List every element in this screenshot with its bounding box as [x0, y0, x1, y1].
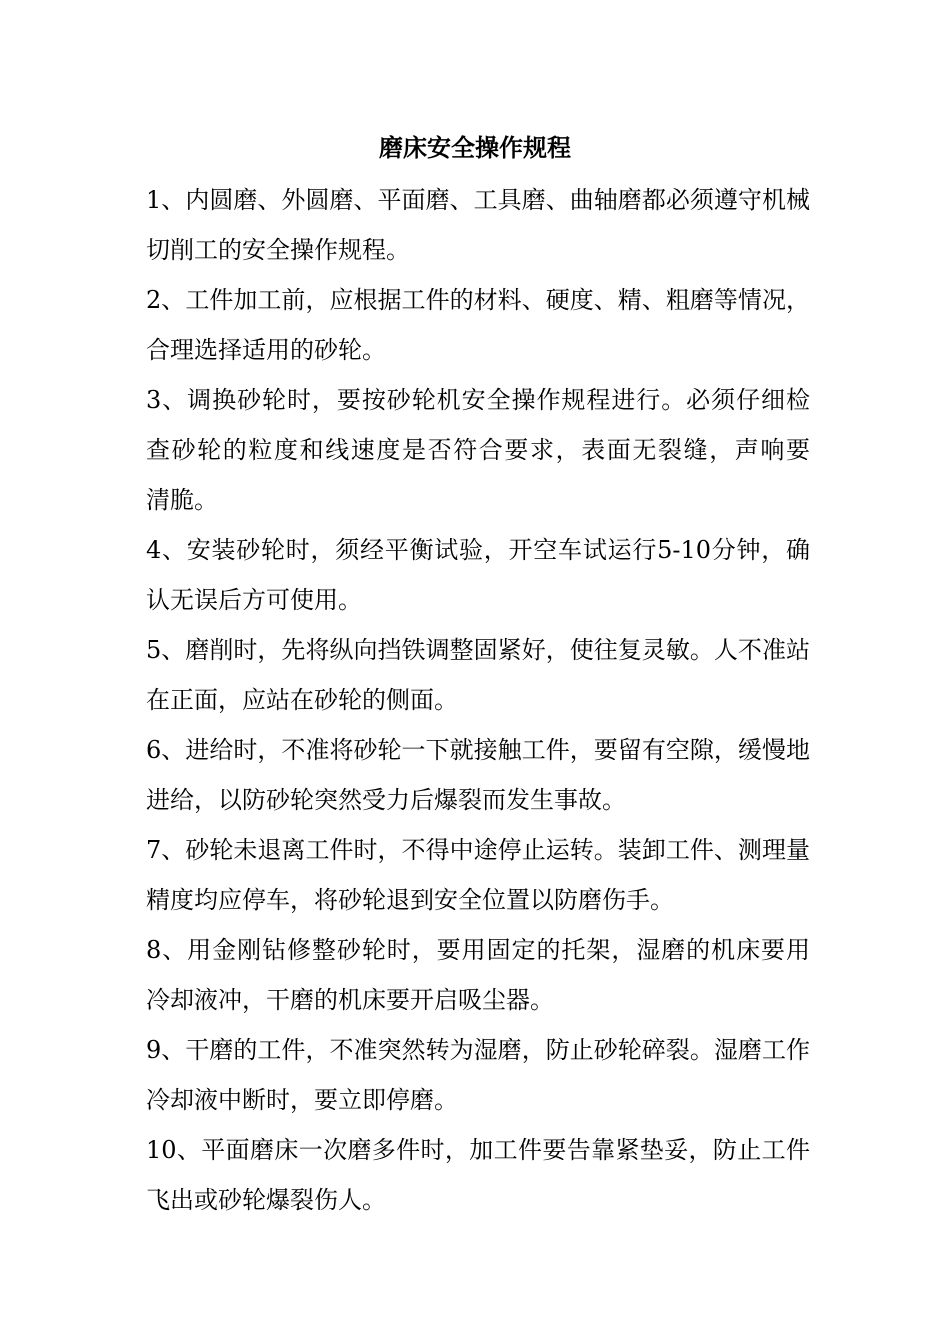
- paragraph-line: 清脆。: [146, 486, 218, 514]
- paragraph-line: 冷却液冲，干磨的机床要开启吸尘器。: [146, 986, 554, 1014]
- paragraph-line: 合理选择适用的砂轮。: [146, 336, 386, 364]
- paragraph-line: 8、用金刚钻修整砂轮时，要用固定的托架，湿磨的机床要用: [146, 936, 810, 964]
- paragraph-line: 2、工件加工前，应根据工件的材料、硬度、精、粗磨等情况，: [146, 286, 810, 314]
- paragraph-line: 3、调换砂轮时，要按砂轮机安全操作规程进行。必须仔细检: [146, 386, 810, 414]
- paragraph-line: 7、砂轮未退离工件时，不得中途停止运转。装卸工件、测理量: [146, 836, 810, 864]
- document-title: 磨床安全操作规程: [379, 133, 571, 162]
- paragraph-line: 1、内圆磨、外圆磨、平面磨、工具磨、曲轴磨都必须遵守机械: [146, 186, 810, 214]
- paragraph-line: 10、平面磨床一次磨多件时，加工件要告靠紧垫妥，防止工件: [146, 1136, 810, 1164]
- paragraph-line: 4、安装砂轮时，须经平衡试验，开空车试运行5-10分钟，确: [146, 536, 810, 564]
- paragraph-line: 5、磨削时，先将纵向挡铁调整固紧好，使往复灵敏。人不准站: [146, 636, 810, 664]
- paragraph-line: 查砂轮的粒度和线速度是否符合要求，表面无裂缝，声响要: [146, 436, 810, 464]
- paragraph-line: 飞出或砂轮爆裂伤人。: [146, 1186, 386, 1214]
- paragraph-line: 9、干磨的工件，不准突然转为湿磨，防止砂轮碎裂。湿磨工作: [146, 1036, 810, 1064]
- paragraph-line: 冷却液中断时，要立即停磨。: [146, 1086, 458, 1114]
- paragraph-line: 进给，以防砂轮突然受力后爆裂而发生事故。: [146, 786, 626, 814]
- paragraph-line: 认无误后方可使用。: [146, 586, 362, 614]
- document-body: [146, 175, 810, 1225]
- paragraph-line: 切削工的安全操作规程。: [146, 236, 410, 264]
- paragraph-line: 精度均应停车，将砂轮退到安全位置以防磨伤手。: [146, 886, 674, 914]
- paragraph-line: 在正面，应站在砂轮的侧面。: [146, 686, 458, 714]
- paragraph-line: 6、进给时，不准将砂轮一下就接触工件，要留有空隙，缓慢地: [146, 736, 810, 764]
